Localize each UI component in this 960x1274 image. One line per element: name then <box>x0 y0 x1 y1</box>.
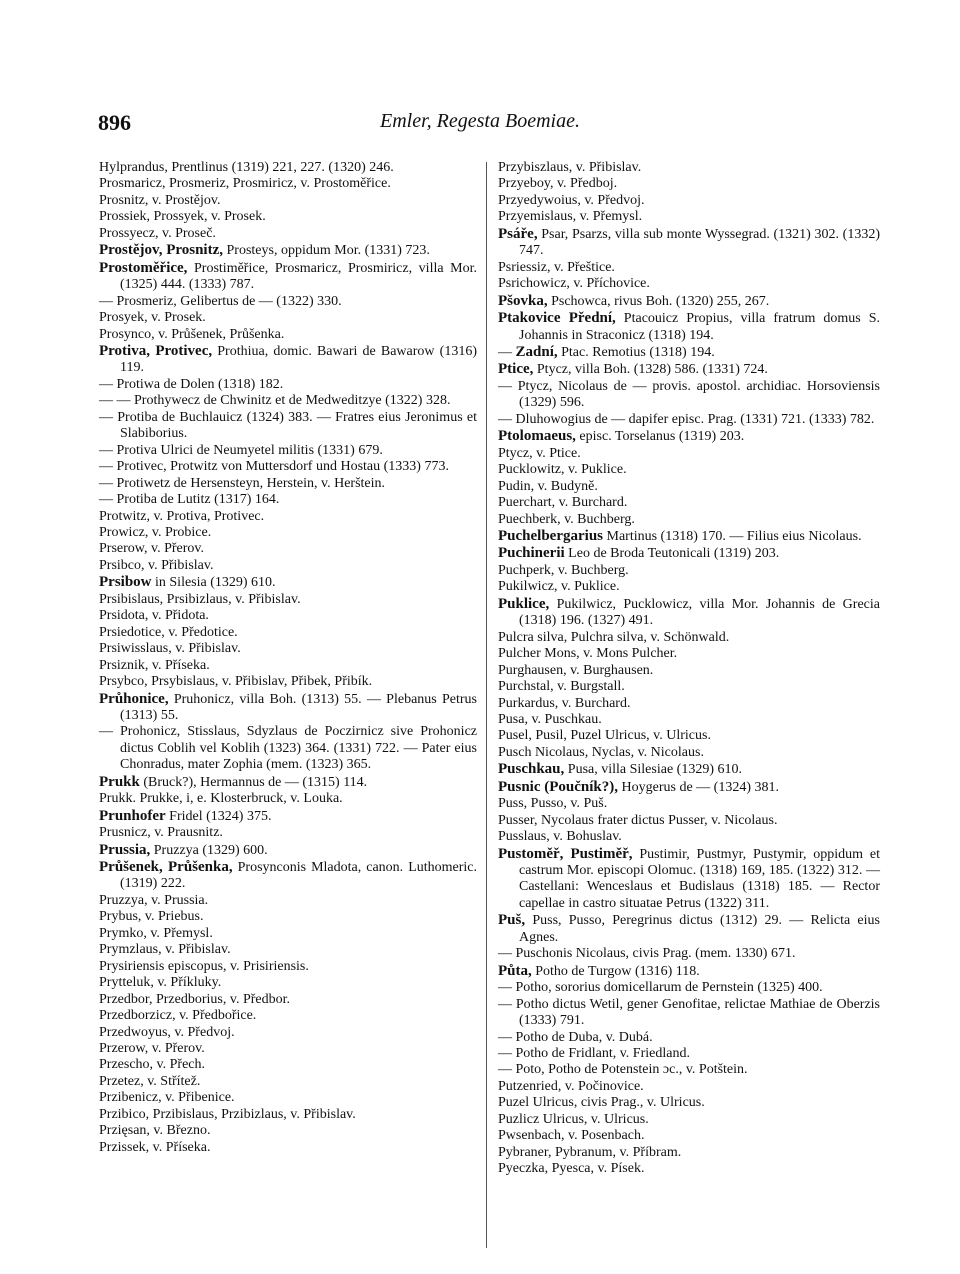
entry-headword: Ptakovice Přední, <box>498 310 616 327</box>
entry-text: — — Prothywecz de Chwinitz et de Medweditzye (1322) 328. <box>99 393 451 409</box>
entry-text: Prsiznik, v. Příseka. <box>99 657 210 673</box>
entry-text: Pulcher Mons, v. Mons Pulcher. <box>498 646 678 662</box>
entry-text: Prsiwisslaus, v. Přibislav. <box>99 641 241 657</box>
index-entry <box>99 377 477 393</box>
index-entry <box>99 443 477 459</box>
index-entry <box>498 712 880 728</box>
index-entry <box>498 193 880 209</box>
index-entry <box>99 926 477 942</box>
entry-text: Prsybco, Prsybislaus, v. Přibislav, Přibek, Přibík. <box>99 674 373 690</box>
entry-text: Przibenicz, v. Přibenice. <box>99 1090 235 1106</box>
entry-text: Potho de Turgow (1316) 118. <box>531 963 700 979</box>
index-entry <box>498 696 880 712</box>
page-number: 896 <box>98 110 131 135</box>
index-entry <box>498 846 880 913</box>
index-entry <box>99 724 477 773</box>
index-entry <box>498 997 880 1030</box>
entry-text: Prosnitz, v. Prostějov. <box>99 192 221 208</box>
index-entry <box>99 608 477 624</box>
index-entry <box>498 779 880 796</box>
entry-text: Przedbor, Przedborius, v. Předbor. <box>99 991 290 1007</box>
entry-text: Prosteys, oppidum Mor. (1331) 723. <box>223 243 430 259</box>
index-column-left <box>99 160 477 1156</box>
entry-text: Przissek, v. Příseka. <box>99 1139 211 1155</box>
entry-text: Pwsenbach, v. Posenbach. <box>498 1128 645 1144</box>
index-entry <box>498 679 880 695</box>
entry-text: Purghausen, v. Burghausen. <box>498 662 654 678</box>
entry-headword: Protiva, Protivec, <box>99 342 213 359</box>
index-entry <box>498 646 880 662</box>
entry-text: Psrichowicz, v. Příchovice. <box>498 276 650 292</box>
entry-headword: Zadní, <box>515 343 558 360</box>
entry-text: Prossyecz, v. Proseč. <box>99 225 216 241</box>
entry-text: Puzel Ulricus, civis Prag., v. Ulricus. <box>498 1095 705 1111</box>
index-entry <box>99 242 477 259</box>
index-entry <box>99 942 477 958</box>
index-entry <box>498 1095 880 1111</box>
entry-text: in Silesia (1329) 610. <box>151 575 276 591</box>
index-entry <box>99 294 477 310</box>
entry-text: Prsibislaus, Prsibizlaus, v. Přibislav. <box>99 591 301 607</box>
entry-text: Prymzlaus, v. Přibislav. <box>99 942 231 958</box>
index-entry <box>498 209 880 225</box>
index-entry <box>99 310 477 326</box>
entry-text: Pusch Nicolaus, Nyclas, v. Nicolaus. <box>498 744 704 760</box>
index-entry <box>99 975 477 991</box>
index-entry <box>498 813 880 829</box>
entry-text: Przescho, v. Přech. <box>99 1057 206 1073</box>
index-entry <box>99 209 477 225</box>
index-entry <box>99 1140 477 1156</box>
entry-text: Pukilwicz, Pucklowicz, villa Mor. Johannis de Grecia (1318) 196. (1327) 491. <box>519 596 880 629</box>
entry-text: Puss, Pusso, v. Puš. <box>498 796 608 812</box>
index-entry <box>99 176 477 192</box>
entry-text: — Prohonicz, Stisslaus, Sdyzlaus de Poczirnicz sive Prohonicz dictus Coblih vel Koblih (1323) 364. (1331) 722. — Pater eius Chonradus, mater Zophia (mem. (1323) 365. <box>99 724 477 773</box>
entry-headword: Psáře, <box>498 225 538 242</box>
index-entry <box>498 1145 880 1161</box>
index-entry <box>498 912 880 946</box>
entry-text: — Puschonis Nicolaus, civis Prag. (mem. 1330) 671. <box>498 946 796 962</box>
entry-headword: Puchinerii <box>498 545 565 562</box>
index-entry <box>498 412 880 428</box>
entry-text: Prowicz, v. Probice. <box>99 524 212 540</box>
entry-text: Pusslaus, v. Bohuslav. <box>498 829 622 845</box>
entry-text: Protwitz, v. Protiva, Protivec. <box>99 508 265 524</box>
index-entry <box>99 992 477 1008</box>
index-entry <box>99 1090 477 1106</box>
entry-text: Prsidota, v. Přidota. <box>99 608 209 624</box>
entry-text: Przibico, Przibislaus, Przibizlaus, v. Přibislav. <box>99 1106 356 1122</box>
entry-text: Przięsan, v. Březno. <box>99 1123 211 1139</box>
index-entry <box>99 1123 477 1139</box>
entry-headword: Prussia, <box>99 841 151 858</box>
index-entry <box>498 293 880 310</box>
entry-text: — Protiwetz de Hersensteyn, Herstein, v. Herštein. <box>99 475 386 491</box>
entry-text: (Bruck?), Hermannus de — (1315) 114. <box>139 774 368 790</box>
index-entry <box>498 276 880 292</box>
entry-text: Prostiměřice, Prosmaricz, Prosmiricz, villa Mor. (1325) 444. (1333) 787. <box>120 260 477 293</box>
entry-text: — Dluhowogius de — dapifer episc. Prag. (1331) 721. (1333) 782. <box>498 411 875 427</box>
index-entry <box>498 495 880 511</box>
index-entry <box>99 825 477 841</box>
entry-headword: Pšovka, <box>498 292 548 309</box>
index-entry <box>498 1112 880 1128</box>
index-entry <box>99 1074 477 1090</box>
index-entry <box>498 1161 880 1177</box>
index-entry <box>99 393 477 409</box>
index-entry <box>99 1008 477 1024</box>
index-entry <box>498 545 880 562</box>
index-entry <box>498 176 880 192</box>
entry-text: Pulcra silva, Pulchra silva, v. Schönwald. <box>498 629 730 645</box>
entry-text: Psriessiz, v. Přeštice. <box>498 259 615 275</box>
entry-text: Prosynco, v. Průšenek, Průšenka. <box>99 326 285 342</box>
index-entry <box>99 476 477 492</box>
entry-text: Prossiek, Prossyek, v. Prosek. <box>99 209 266 225</box>
index-entry <box>99 327 477 343</box>
entry-text: — Potho de Duba, v. Dubá. <box>498 1029 653 1045</box>
entry-text: Pudin, v. Budyně. <box>498 478 598 494</box>
entry-text: — Protivec, Protwitz von Muttersdorf und Hostau (1333) 773. <box>99 459 449 475</box>
entry-headword: Pustoměř, Pustiměř, <box>498 845 633 862</box>
index-entry <box>99 410 477 443</box>
entry-text: — Protiwa de Dolen (1318) 182. <box>99 376 284 392</box>
entry-text: — Protiva Ulrici de Neumyetel militis (1331) 679. <box>99 442 383 458</box>
entry-text: Puss, Pusso, Peregrinus dictus (1312) 29. — Relicta eius Agnes. <box>519 913 880 945</box>
entry-text: Purkardus, v. Burchard. <box>498 695 631 711</box>
entry-text: Hylprandus, Prentlinus (1319) 221, 227. (1320) 246. <box>99 160 394 175</box>
entry-headword: Ptice, <box>498 361 534 378</box>
index-entry <box>99 459 477 475</box>
index-entry <box>498 479 880 495</box>
index-entry <box>498 226 880 260</box>
index-entry <box>99 959 477 975</box>
entry-text: Przedwoyus, v. Předvoj. <box>99 1024 235 1040</box>
entry-text: Pruzzya, v. Prussia. <box>99 892 209 908</box>
entry-text: Pruhonicz, villa Boh. (1313) 55. — Plebanus Petrus (1313) 55. <box>120 691 477 723</box>
index-entry <box>99 842 477 859</box>
entry-text: — Prosmeriz, Gelibertus de — (1322) 330. <box>99 293 342 309</box>
index-entry <box>99 193 477 209</box>
entry-text: Ptycz, villa Boh. (1328) 586. (1331) 724. <box>533 362 768 378</box>
entry-text: Przyedywoius, v. Předvoj. <box>498 192 645 208</box>
entry-text: Przetez, v. Střítež. <box>99 1073 201 1089</box>
index-entry <box>498 745 880 761</box>
entry-text: episc. Torselanus (1319) 203. <box>575 429 745 445</box>
entry-text: Prosyek, v. Prosek. <box>99 310 206 326</box>
index-entry <box>498 963 880 980</box>
index-entry <box>498 946 880 962</box>
entry-text: Przerow, v. Přerov. <box>99 1041 205 1057</box>
index-entry <box>99 625 477 641</box>
entry-headword: Prostoměřice, <box>99 259 188 276</box>
entry-text: Prosmaricz, Prosmeriz, Prosmiricz, v. Prostoměřice. <box>99 176 391 192</box>
entry-text: — Potho, sororius domicellarum de Pernstein (1325) 400. <box>498 980 823 996</box>
entry-text: Prosynconis Mladota, canon. Luthomeric. (1319) 222. <box>120 860 478 892</box>
entry-text: Pybraner, Pybranum, v. Příbram. <box>498 1144 682 1160</box>
entry-text: Przybiszlaus, v. Přibislav. <box>498 160 642 175</box>
index-column-right <box>498 160 880 1178</box>
entry-headword: Ptolomaeus, <box>498 428 576 445</box>
entry-text: — Protiba de Lutitz (1317) 164. <box>99 492 280 508</box>
running-title: Emler, Regesta Boemiae. <box>380 110 580 132</box>
entry-text: Martinus (1318) 170. — Filius eius Nicolaus. <box>603 528 862 544</box>
index-entry <box>498 462 880 478</box>
entry-text: Pschowca, rivus Boh. (1320) 255, 267. <box>547 293 770 309</box>
index-entry <box>498 1079 880 1095</box>
index-entry <box>498 428 880 445</box>
index-entry <box>498 512 880 528</box>
column-divider <box>486 162 487 1248</box>
entry-text: Puzlicz Ulricus, v. Ulricus. <box>498 1111 649 1127</box>
entry-text: Prsiedotice, v. Předotice. <box>99 624 238 640</box>
entry-text: Pustimir, Pustmyr, Pustymir, oppidum et castrum Mor. episcopi Olomuc. (1318) 169, 185. (1322) 312. — Castellani: Wenceslaus et Budislaus (1318) 185. — Rector capellae in castro situatae Petrus (1322) 311. <box>519 846 880 911</box>
index-entry <box>498 344 880 361</box>
entry-headword: Průšenek, Průšenka, <box>99 859 233 876</box>
index-entry <box>498 1030 880 1046</box>
index-entry <box>99 808 477 825</box>
index-entry <box>498 379 880 412</box>
index-entry <box>99 541 477 557</box>
entry-headword: Průhonice, <box>99 690 169 707</box>
entry-headword: Půta, <box>498 962 532 979</box>
index-entry <box>99 691 477 725</box>
entry-text: Przedborzicz, v. Předbořice. <box>99 1008 257 1024</box>
entry-text: Prusnicz, v. Prausnitz. <box>99 825 223 841</box>
entry-text: Puchperk, v. Buchberg. <box>498 562 629 578</box>
index-entry <box>498 980 880 996</box>
entry-text: — Potho de Fridlant, v. Friedland. <box>498 1046 690 1062</box>
entry-headword: Prukk <box>99 773 140 790</box>
index-entry <box>498 361 880 378</box>
index-entry <box>99 492 477 508</box>
entry-text: Fridel (1324) 375. <box>165 808 272 824</box>
index-entry <box>99 791 477 807</box>
index-entry <box>99 893 477 909</box>
entry-text: Pusser, Nycolaus frater dictus Pusser, v. Nicolaus. <box>498 812 778 828</box>
entry-text: Hoygerus de — (1324) 381. <box>618 779 779 795</box>
entry-text: Prysiriensis episcopus, v. Prisiriensis. <box>99 958 309 974</box>
index-entry <box>99 774 477 791</box>
entry-text: Ptycz, v. Ptice. <box>498 445 581 461</box>
index-entry <box>99 260 477 294</box>
entry-text: Prukk. Prukke, i, e. Klosterbruck, v. Louka. <box>99 791 343 807</box>
entry-text: Leo de Broda Teutonicali (1319) 203. <box>564 546 780 562</box>
entry-text: Prserow, v. Přerov. <box>99 541 204 557</box>
entry-text: Prsibco, v. Přibislav. <box>99 557 214 573</box>
index-entry <box>99 1025 477 1041</box>
entry-text: Prymko, v. Přemysl. <box>99 925 213 941</box>
entry-text: Pusa, villa Silesiae (1329) 610. <box>564 762 742 778</box>
index-entry <box>498 1062 880 1078</box>
entry-text: Ptacouicz Propius, villa fratrum domus S. Johannis in Straconicz (1318) 194. <box>519 311 880 343</box>
index-entry <box>498 310 880 344</box>
entry-text: Pyeczka, Pyesca, v. Písek. <box>498 1161 645 1177</box>
entry-headword: Prsibow <box>99 574 152 591</box>
entry-text: Prybus, v. Priebus. <box>99 909 204 925</box>
index-entry <box>99 226 477 242</box>
entry-text: Pusel, Pusil, Puzel Ulricus, v. Ulricus. <box>498 728 711 744</box>
index-entry <box>99 658 477 674</box>
index-entry <box>99 1041 477 1057</box>
entry-text: Putzenried, v. Počinovice. <box>498 1078 644 1094</box>
index-entry <box>498 563 880 579</box>
index-entry <box>99 1057 477 1073</box>
entry-headword: Prostějov, Prosnitz, <box>99 242 224 259</box>
index-entry <box>498 796 880 812</box>
running-head <box>98 110 862 140</box>
index-entry <box>498 446 880 462</box>
entry-text: Prothiua, domic. Bawari de Bawarow (1316) 119. <box>120 343 477 376</box>
entry-headword: Puchelbergarius <box>498 527 603 544</box>
entry-text: Purchstal, v. Burgstall. <box>498 679 625 695</box>
entry-text: — Protiba de Buchlauicz (1324) 383. — Fratres eius Jeronimus et Slabiborius. <box>99 409 477 442</box>
index-entry <box>99 160 477 176</box>
entry-text: Przyeboy, v. Předboj. <box>498 176 618 192</box>
index-entry <box>99 343 477 377</box>
entry-text: Przyemislaus, v. Přemysl. <box>498 209 643 225</box>
entry-text: Pusa, v. Puschkau. <box>498 711 602 727</box>
index-entry <box>498 761 880 778</box>
entry-text: Puerchart, v. Burchard. <box>498 495 628 511</box>
entry-text: — Poto, Potho de Potenstein ɔc., v. Potštein. <box>498 1062 748 1078</box>
entry-headword: Pusnic (Poučník?), <box>498 778 619 795</box>
entry-headword: Puschkau, <box>498 761 565 778</box>
index-entry <box>99 509 477 525</box>
entry-text: Psar, Psarzs, villa sub monte Wyssegrad. (1321) 302. (1332) 747. <box>519 226 880 259</box>
entry-text: Pruzzya (1329) 600. <box>150 842 268 858</box>
index-entry <box>99 525 477 541</box>
index-entry <box>498 630 880 646</box>
entry-text: — Ptycz, Nicolaus de — provis. apostol. archidiac. Horsoviensis (1329) 596. <box>498 378 880 411</box>
entry-text: — <box>498 344 516 360</box>
entry-text: — Potho dictus Wetil, gener Genofitae, relictae Mathiae de Oberzis (1333) 791. <box>498 996 880 1029</box>
entry-text: Prytteluk, v. Příkluky. <box>99 975 222 991</box>
index-entry <box>99 909 477 925</box>
entry-text: Puechberk, v. Buchberg. <box>498 511 635 527</box>
index-entry <box>498 663 880 679</box>
entry-text: Ptac. Remotius (1318) 194. <box>557 344 715 360</box>
index-entry <box>99 641 477 657</box>
index-entry <box>99 1107 477 1123</box>
entry-text: Pucklowitz, v. Puklice. <box>498 462 627 478</box>
index-entry <box>99 674 477 690</box>
index-entry <box>498 160 880 176</box>
entry-headword: Puklice, <box>498 595 550 612</box>
index-entry <box>498 829 880 845</box>
index-entry <box>498 728 880 744</box>
index-entry <box>498 260 880 276</box>
index-entry <box>99 558 477 574</box>
entry-headword: Prunhofer <box>99 807 166 824</box>
index-entry <box>498 579 880 595</box>
entry-text: Pukilwicz, v. Puklice. <box>498 579 620 595</box>
entry-headword: Puš, <box>498 912 526 929</box>
index-entry <box>498 1046 880 1062</box>
index-entry <box>99 574 477 591</box>
index-entry <box>99 592 477 608</box>
index-entry <box>498 1128 880 1144</box>
index-entry <box>498 528 880 545</box>
index-entry <box>498 596 880 630</box>
index-entry <box>99 859 477 893</box>
